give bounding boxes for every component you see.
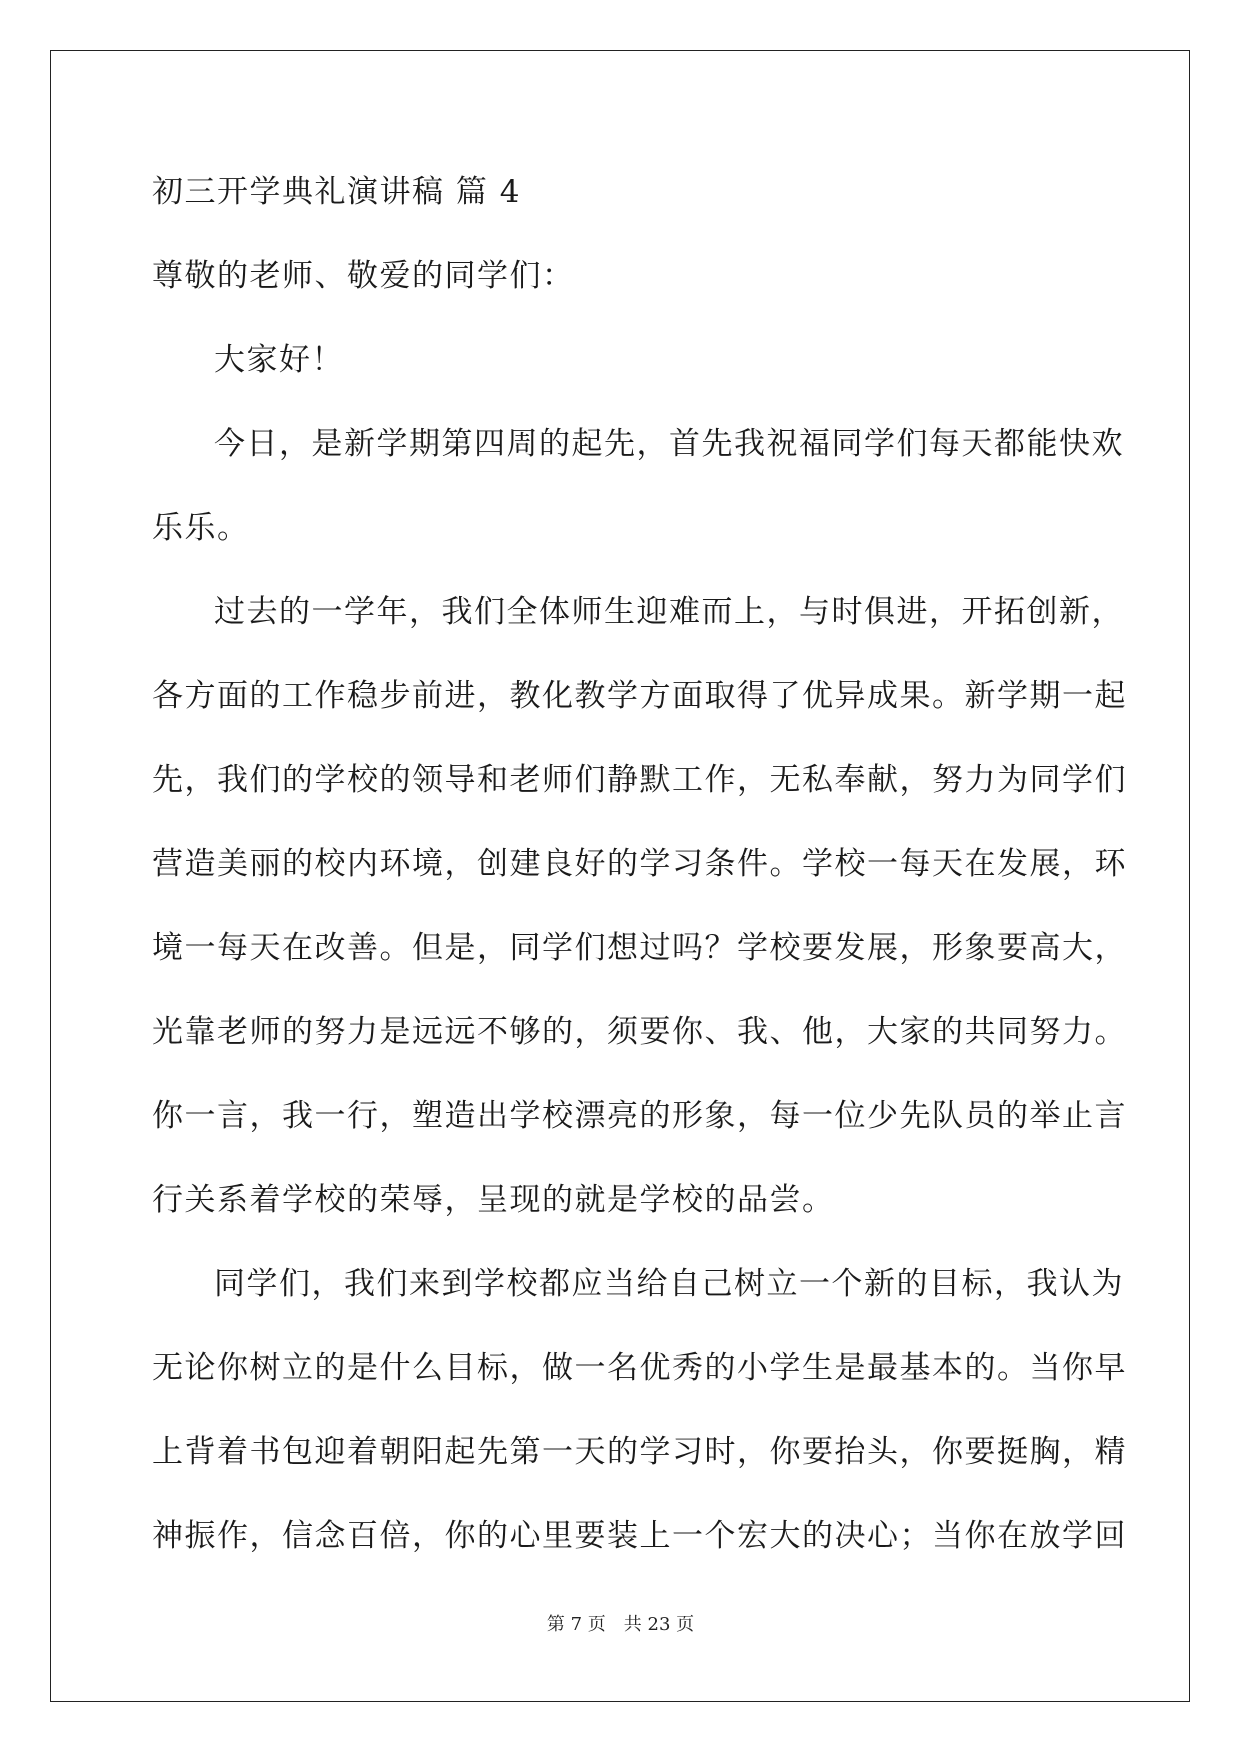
paragraph-line: 各方面的工作稳步前进，教化教学方面取得了优异成果。新学期一起 (152, 678, 1127, 714)
paragraph-line: 乐乐。 (152, 510, 250, 546)
paragraph-line: 神振作，信念百倍，你的心里要装上一个宏大的决心；当你在放学回 (152, 1518, 1127, 1554)
paragraph-line: 行关系着学校的荣辱，呈现的就是学校的品尝。 (152, 1182, 835, 1218)
page-footer (0, 1613, 1241, 1637)
paragraph-line: 过去的一学年，我们全体师生迎难而上，与时俱进，开拓创新， (214, 594, 1124, 630)
paragraph-line: 同学们，我们来到学校都应当给自己树立一个新的目标，我认为 (214, 1266, 1124, 1302)
greeting-line: 大家好！ (214, 342, 344, 378)
page-number: 第 7 页 (546, 1614, 606, 1635)
paragraph-line: 上背着书包迎着朝阳起先第一天的学习时，你要抬头，你要挺胸，精 (152, 1434, 1127, 1470)
paragraph-line: 先，我们的学校的领导和老师们静默工作，无私奉献，努力为同学们 (152, 762, 1127, 798)
paragraph-line: 今日，是新学期第四周的起先，首先我祝福同学们每天都能快欢 (214, 426, 1124, 462)
salutation-line: 尊敬的老师、敬爱的同学们： (152, 258, 575, 294)
page-total: 共 23 页 (623, 1614, 695, 1635)
paragraph-line: 无论你树立的是什么目标，做一名优秀的小学生是最基本的。当你早 (152, 1350, 1127, 1386)
document-title: 初三开学典礼演讲稿 篇 4 (152, 174, 521, 210)
paragraph-line: 营造美丽的校内环境，创建良好的学习条件。学校一每天在发展，环 (152, 846, 1127, 882)
paragraph-line: 你一言，我一行，塑造出学校漂亮的形象，每一位少先队员的举止言 (152, 1098, 1127, 1134)
paragraph-line: 光靠老师的努力是远远不够的，须要你、我、他，大家的共同努力。 (152, 1014, 1127, 1050)
paragraph-line: 境一每天在改善。但是，同学们想过吗？学校要发展，形象要高大， (152, 930, 1127, 966)
